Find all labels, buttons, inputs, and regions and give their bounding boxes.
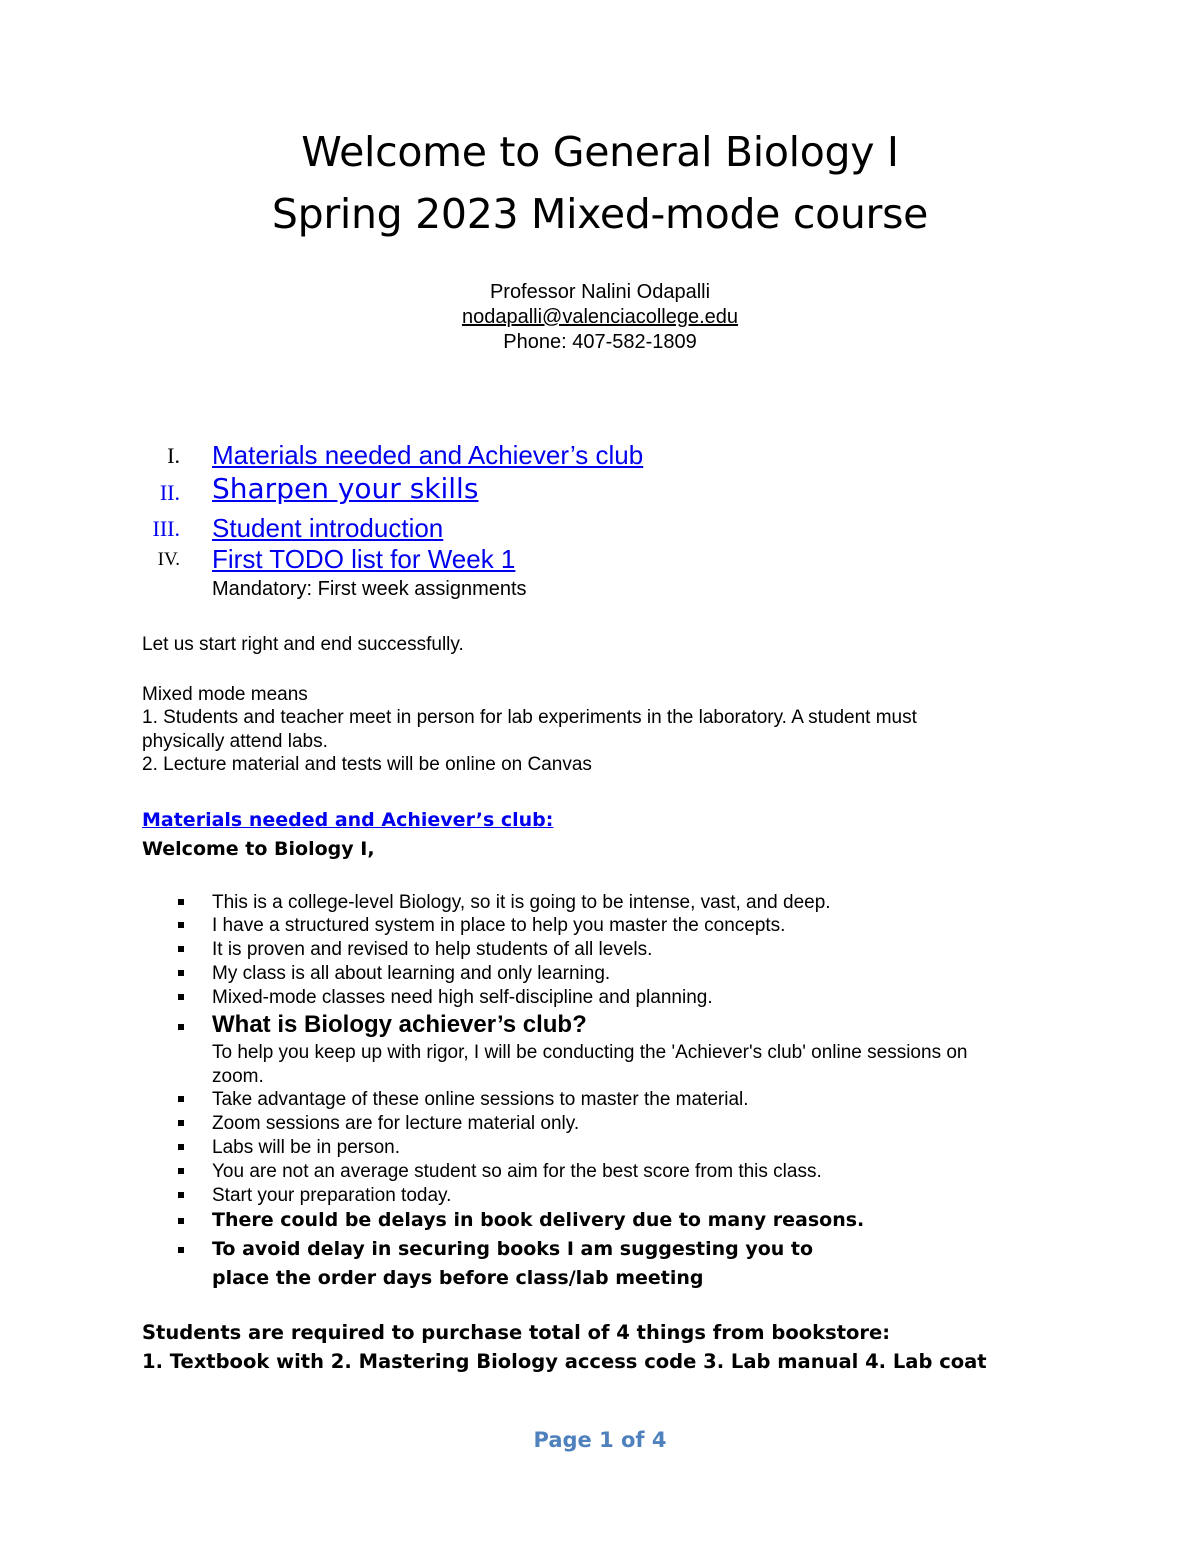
toc-link-first-todo[interactable]: First TODO list for Week 1	[212, 544, 516, 574]
professor-name: Professor Nalini Odapalli	[489, 281, 711, 303]
mixed-mode-heading: Mixed mode means	[142, 684, 308, 705]
bullet-item: Labs will be in person.	[212, 1137, 400, 1158]
bullet-item: I have a structured system in place to help you master the concepts.	[212, 915, 786, 936]
bullet-item: Take advantage of these online sessions to master the material.	[212, 1089, 749, 1110]
bullet-icon	[176, 1022, 186, 1032]
mixed-mode-point-2: 2. Lecture material and tests will be online on Canvas	[142, 754, 592, 775]
bullet-item-continuation: place the order days before class/lab meeting	[212, 1267, 704, 1289]
bullet-icon	[176, 1142, 186, 1152]
section-heading-materials[interactable]: Materials needed and Achiever’s club:	[142, 809, 554, 831]
purchase-line-2: 1. Textbook with 2. Mastering Biology access code 3. Lab manual 4. Lab coat	[142, 1350, 987, 1373]
mixed-mode-point-1b: physically attend labs.	[142, 731, 328, 752]
toc-num-3: III.	[152, 516, 180, 541]
toc-num-1: I.	[167, 443, 180, 468]
mixed-mode-point-1a: 1. Students and teacher meet in person for lab experiments in the laboratory. A student must	[142, 707, 917, 728]
bullet-item: Mixed-mode classes need high self-discipline and planning.	[212, 987, 713, 1008]
email-link[interactable]: nodapalli@valenciacollege.edu	[461, 306, 739, 328]
bullet-item-continuation: To help you keep up with rigor, I will be conducting the 'Achiever's club' online sessions on	[212, 1042, 968, 1063]
bullet-item: There could be delays in book delivery due to many reasons.	[212, 1209, 865, 1231]
page-number: Page 1 of 4	[533, 1428, 667, 1452]
toc-link-materials[interactable]: Materials needed and Achiever’s club	[212, 440, 644, 470]
bullet-item: Zoom sessions are for lecture material only.	[212, 1113, 580, 1134]
bullet-icon	[176, 968, 186, 978]
section-greeting: Welcome to Biology I,	[142, 838, 375, 860]
bullet-item: It is proven and revised to help students of all levels.	[212, 939, 653, 960]
toc-num-4: IV.	[157, 549, 180, 570]
bullet-item: My class is all about learning and only learning.	[212, 963, 611, 984]
bullet-item: To avoid delay in securing books I am suggesting you to	[212, 1238, 814, 1260]
bullet-icon	[176, 1216, 186, 1226]
bullet-icon	[176, 1190, 186, 1200]
bullet-icon	[176, 897, 186, 907]
phone: Phone: 407-582-1809	[503, 331, 697, 353]
bullet-icon	[176, 920, 186, 930]
bullet-item-achievers-question: What is Biology achiever’s club?	[212, 1011, 587, 1038]
bullet-icon	[176, 1094, 186, 1104]
title-line-2: Spring 2023 Mixed-mode course	[271, 190, 929, 238]
toc-link-student-intro[interactable]: Student introduction	[212, 513, 444, 543]
intro-start: Let us start right and end successfully.	[142, 634, 464, 655]
purchase-line-1: Students are required to purchase total of 4 things from bookstore:	[142, 1321, 891, 1344]
email-row	[0, 305, 1200, 329]
bullet-icon	[176, 944, 186, 954]
bullet-icon	[176, 1118, 186, 1128]
bullet-item: This is a college-level Biology, so it is going to be intense, vast, and deep.	[212, 892, 831, 913]
toc-note: Mandatory: First week assignments	[212, 578, 527, 600]
toc-link-sharpen[interactable]: Sharpen your skills	[212, 472, 479, 505]
title-line-1: Welcome to General Biology I	[301, 128, 899, 176]
bullet-item-continuation: zoom.	[212, 1066, 264, 1087]
toc-num-2: II.	[159, 480, 180, 505]
section-heading-row	[142, 809, 553, 832]
bullet-item: You are not an average student so aim for the best score from this class.	[212, 1161, 822, 1182]
bullet-icon	[176, 1166, 186, 1176]
bullet-icon	[176, 992, 186, 1002]
bullet-item: Start your preparation today.	[212, 1185, 452, 1206]
bullet-icon	[176, 1245, 186, 1255]
